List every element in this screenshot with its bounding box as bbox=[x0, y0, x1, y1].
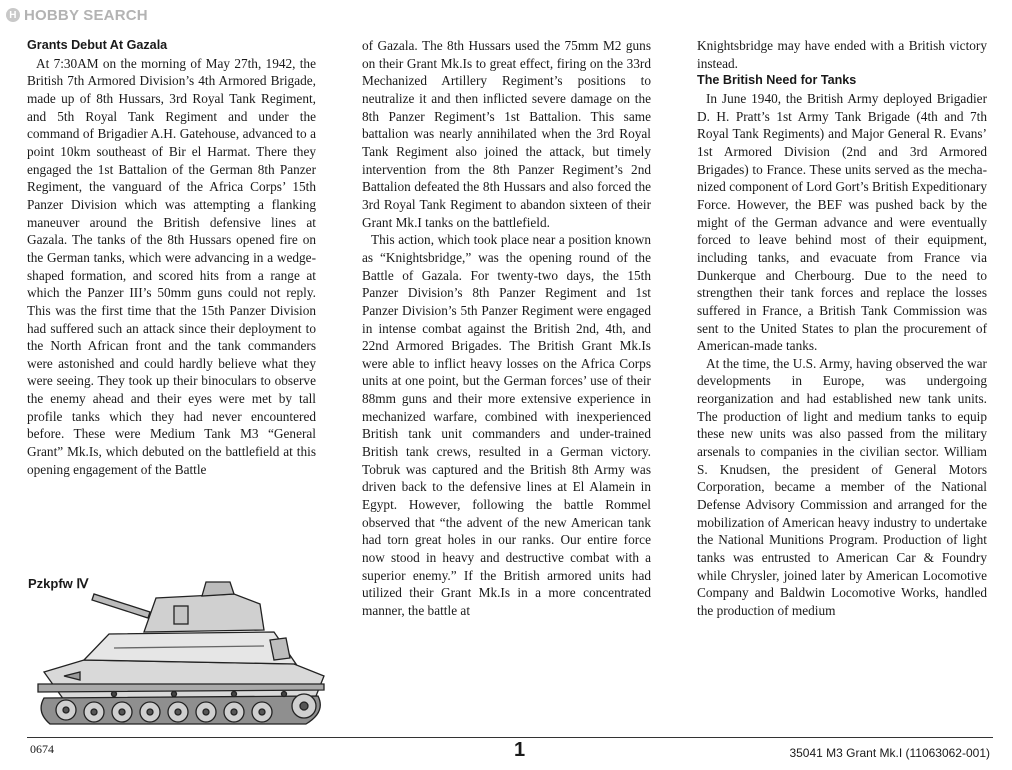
logo-badge-icon: H bbox=[6, 8, 20, 22]
paragraph: This action, which took place near a position known as “Knightsbridge,” was the opening round of the Battle of Gazala. For twenty-two days, the 15th Panzer Division’s 8th Panzer Regiment and 1st Panzer Division’s 5th Panzer Regiment were engaged in intense combat against the British 2nd, 4th, and 22nd Armored Brigades. The British Grant Mk.Is were able to inflict heavy losses on the Africa Corps units at one point, but the German forces’ use of their 88mm guns and their more extensive experience in mechanized warfare, combined with inexperienced British tank unit commanders and under-trained British tank crews, resulted in a German victory. Tobruk was captured and the British 8th Army was driven back to the defensive lines at El Alamein in Egypt. However, following the battle Rommel observed that “the advent of the new American tank had torn great holes in our ranks. Our entire force now stood in heavy and destructive combat with a superior enemy.” If the British armored units had utilized their Grant Mk.Is in a more concentrated manner, the battle at bbox=[362, 232, 651, 618]
paragraph: Knightsbridge may have ended with a British victory instead. bbox=[697, 38, 987, 71]
section-heading-british-need: The British Need for Tanks bbox=[697, 73, 857, 88]
paragraph: of Gazala. The 8th Hussars used the 75mm M2 guns on their Grant Mk.Is to great effect, firing on the 33rd Mechanized Artillery Regiment’s positions to neutralize it and then inflicted severe damage on the 8th Panzer Regiment’s 1st Battalion. This same battalion was nearly annihilated when the 3rd Royal Tank Regiment also joined the attack, but timely intervention from the 8th Panzer Regiment’s 2nd Battalion defeated the 8th Hussars and also forced the 3rd Royal Tank Regiment to abandon sixteen of their Grant Mk.I tanks on the battlefield. bbox=[362, 38, 651, 230]
footer-divider bbox=[27, 737, 993, 738]
product-code: 35041 M3 Grant Mk.I (11063062-001) bbox=[789, 746, 990, 760]
page-number: 1 bbox=[514, 739, 526, 761]
text-column-1 bbox=[27, 37, 316, 478]
text-column-2 bbox=[362, 37, 651, 620]
text-column-3 bbox=[697, 37, 987, 620]
watermark-text: HOBBY SEARCH bbox=[24, 6, 148, 24]
paragraph: In June 1940, the British Army deployed Brigadier D. H. Pratt’s 1st Army Tank Brigade (4th and 7th Royal Tank Regiments) and Major General R. Evans’ 1st Armored Division (2nd and 3rd Armored Brigades) to France. These units served as the mechanized component of Lord Gort’s British Expeditionary Force. However, the BEF was pushed back by the might of the German advance and were eventually forced to leave behind most of their equipment, including tanks, and evacuate from France via Dunkerque and Cherbourg. Due to the need to strengthen their tank forces and replace the losses suffered in France, a British Tank Commission was sent to the United States to plan the procurement of American-made tanks. bbox=[697, 90, 987, 354]
panzer-iv-tank-illustration bbox=[24, 572, 336, 742]
paragraph: At the time, the U.S. Army, having observed the war developments in Europe, was undergoing reorganization and had established new tank units. The production of light and medium tanks to equip these new units was also passed from the military arsenals to companies in the civilian sector. William S. Knudsen, the president of General Motors Corporation, became a member of the National Defense Advisory Commission and arranged for the mobilization of American heavy industry to undertake the National Munitions Program. Production of light tanks was entrusted to American Car & Foundry while Chrysler, joined later by American Locomotive Company and Baldwin Locomotive Works, handled the production of medium bbox=[697, 355, 987, 618]
hobby-search-watermark bbox=[6, 5, 148, 25]
illustration-caption: Pzkpfw Ⅳ bbox=[28, 576, 89, 591]
paragraph: At 7:30AM on the morning of May 27th, 1942, the British 7th Armored Division’s 4th Armored Brigade, made up of 8th Hussars, 3rd Royal Tank Regiment, and 5th Royal Tank Regiment and under the command of Brigadier A.H. Gatehouse, advanced to a point 10km southeast of Bir el Harmat. There they engaged the 1st Battalion of the German 8th Panzer Regiment, the vanguard of the Africa Corps’ 15th Panzer Division which was attempting a flanking maneuver around the British defensive lines at Gazala. The tanks of the 8th Hussars opened fire on the German tanks, which were advancing in a wedge-shaped formation, and scored hits from a range at which the Panzer III’s 50mm guns could not reply. This was the first time that the 15th Panzer Division had suffered such an attack since their deployment to the North African front and the tank commanders were astonished and could hardly believe what they were seeing. They took up their binoculars to observe the enemy ahead and their eyes were met by tall profile tanks which they had never encountered before. These were Medium Tank M3 “General Grant” Mk.Is, which debuted on the battlefield at this opening engagement of the Battle bbox=[27, 55, 316, 477]
footer-code: 0674 bbox=[30, 742, 54, 756]
section-heading-gazala: Grants Debut At Gazala bbox=[27, 38, 168, 52]
